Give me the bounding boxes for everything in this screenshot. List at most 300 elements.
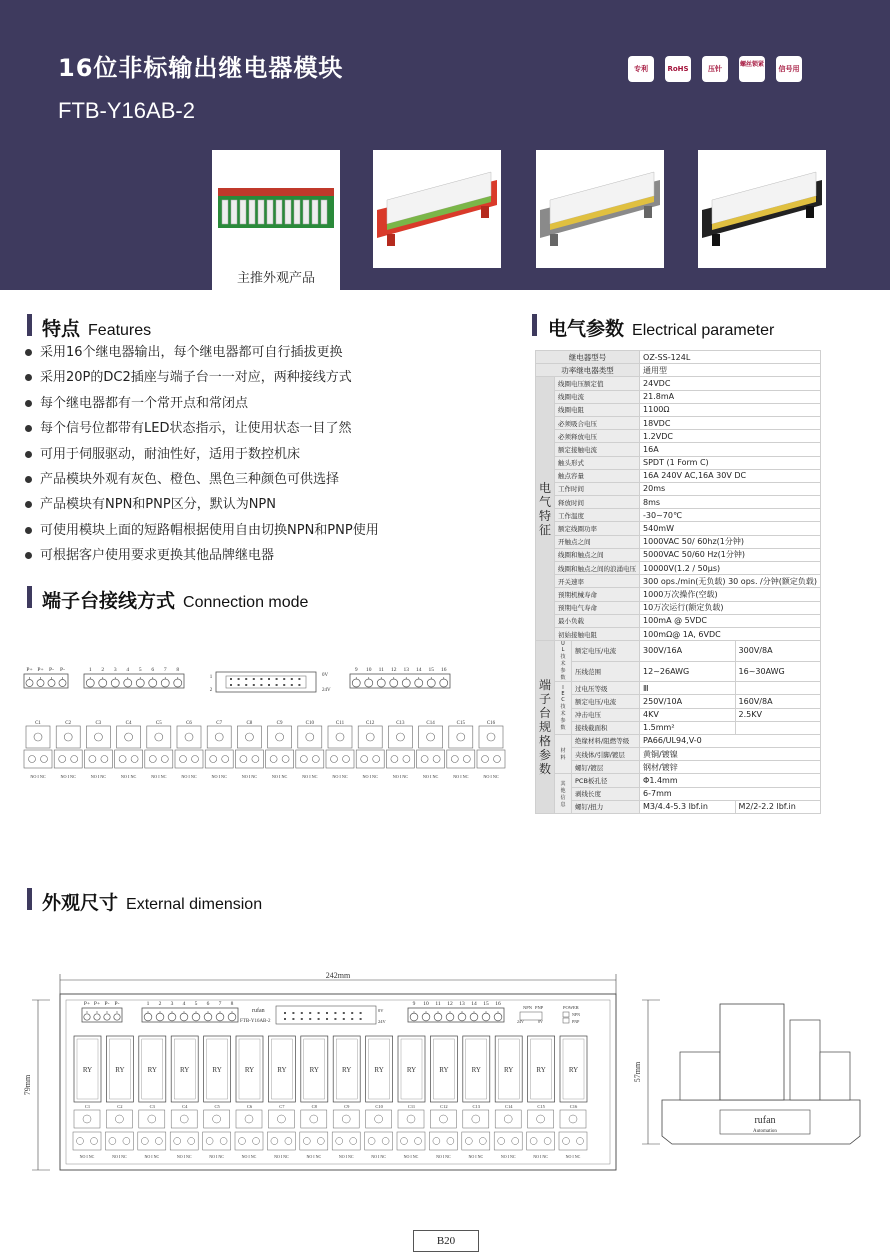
connection-diagram bbox=[20, 662, 510, 792]
height-label: 79mm bbox=[23, 1074, 32, 1096]
idc-pin bbox=[284, 1012, 286, 1014]
channel-block bbox=[171, 1110, 197, 1128]
table-cell: 螺钉/镀层 bbox=[572, 761, 640, 774]
product-photo-black bbox=[698, 150, 826, 268]
idc-label: 0V bbox=[322, 673, 329, 678]
table-row bbox=[536, 695, 821, 708]
pin-label: P- bbox=[114, 1001, 120, 1007]
table-cell: 线圈电阻 bbox=[555, 403, 640, 416]
table-cell: 接线截面积 bbox=[572, 721, 640, 734]
idc-pin bbox=[318, 1018, 320, 1020]
channel-block bbox=[365, 1132, 393, 1150]
channel-block bbox=[84, 750, 112, 768]
contact-label: NO I NC bbox=[565, 1154, 581, 1159]
channel-label: C8 bbox=[246, 721, 253, 726]
channel-block bbox=[73, 1132, 101, 1150]
table-cell: M2/2-2.2 lbf.in bbox=[735, 800, 820, 813]
pin-label: 3 bbox=[170, 1001, 174, 1007]
page-title: 16位非标输出继电器模块 bbox=[58, 54, 344, 82]
spec-table bbox=[535, 350, 821, 814]
idc-pin bbox=[343, 1012, 345, 1014]
connection-heading: 端子台接线方式 Connection mode bbox=[42, 590, 309, 612]
pin-label: 2 bbox=[101, 667, 105, 673]
idc-pin bbox=[291, 678, 293, 680]
table-row bbox=[536, 522, 821, 535]
idc-pin bbox=[334, 1018, 336, 1020]
table-cell: 额定电压/电流 bbox=[572, 695, 640, 708]
channel-block bbox=[139, 1110, 165, 1128]
jumper-label: 0V bbox=[538, 1019, 543, 1024]
table-row bbox=[536, 430, 821, 443]
list-item: 产品模块有NPN和PNP区分，默认为NPN bbox=[22, 492, 512, 517]
list-item: 采用20P的DC2插座与端子台一一对应，两种接线方式 bbox=[22, 365, 512, 390]
pin-label: 11 bbox=[435, 1001, 441, 1007]
table-cell: 功率继电器类型 bbox=[536, 364, 640, 377]
channel-label: C8 bbox=[311, 1104, 317, 1109]
channel-block bbox=[462, 1132, 490, 1150]
pin-label: 12 bbox=[447, 1001, 453, 1007]
pin-label: 6 bbox=[206, 1001, 210, 1007]
contact-label: NO I NC bbox=[209, 1154, 224, 1159]
product-photo-gray bbox=[536, 150, 664, 268]
depth-label: 57mm bbox=[633, 1061, 642, 1083]
idc-pin bbox=[343, 1018, 345, 1020]
table-row bbox=[536, 708, 821, 721]
pin-label: 10 bbox=[366, 667, 372, 673]
idc-pin bbox=[326, 1012, 328, 1014]
npn-label: NPN bbox=[523, 1005, 533, 1010]
idc-pin bbox=[238, 678, 240, 680]
side-terminal bbox=[680, 1052, 720, 1100]
width-label: 242mm bbox=[325, 971, 351, 980]
channel-block bbox=[560, 1110, 586, 1128]
table-cell bbox=[735, 682, 820, 695]
table-cell: OZ-SS-124L bbox=[640, 351, 821, 364]
channel-label: C9 bbox=[344, 1104, 350, 1109]
table-row bbox=[536, 535, 821, 548]
relay-label: RY bbox=[536, 1066, 546, 1074]
contact-label: NO I NC bbox=[436, 1154, 451, 1159]
section-marker bbox=[27, 586, 32, 608]
idc-pin bbox=[309, 1018, 311, 1020]
features-heading: 特点 Features bbox=[42, 318, 152, 340]
terminal-block bbox=[24, 674, 68, 688]
channel-block bbox=[170, 1132, 198, 1150]
table-cell: 线圈和触点之间 bbox=[555, 548, 640, 561]
section-marker bbox=[532, 314, 537, 336]
channel-block bbox=[105, 1132, 133, 1150]
table-cell: 绝缘材料/阻燃等级 bbox=[572, 734, 640, 747]
channel-block bbox=[494, 1132, 522, 1150]
table-cell: 8ms bbox=[640, 496, 821, 509]
idc-pin bbox=[298, 678, 300, 680]
list-item: 产品模块外观有灰色、橙色、黑色三种颜色可供选择 bbox=[22, 467, 512, 492]
table-cell: 18VDC bbox=[640, 416, 821, 429]
product-photo-orange bbox=[373, 150, 501, 268]
channel-label: C3 bbox=[149, 1104, 155, 1109]
table-cell: 工作时间 bbox=[555, 482, 640, 495]
table-cell: 释放时间 bbox=[555, 496, 640, 509]
channel-block bbox=[300, 1132, 328, 1150]
relay-label: RY bbox=[180, 1066, 190, 1074]
table-cell: 160V/8A bbox=[735, 695, 820, 708]
channel-block bbox=[204, 1110, 230, 1128]
table-row bbox=[536, 761, 821, 774]
idc-label: 0V bbox=[378, 1008, 384, 1013]
channel-block bbox=[138, 1132, 166, 1150]
pin-label: 4 bbox=[182, 1001, 186, 1007]
rohs-icon: RoHS bbox=[665, 56, 691, 82]
pin-label: 5 bbox=[138, 667, 142, 673]
channel-block bbox=[298, 726, 322, 748]
pin-label: 2 bbox=[158, 1001, 162, 1007]
table-cell bbox=[735, 721, 820, 734]
relay-label: RY bbox=[342, 1066, 352, 1074]
table-cell: 预期机械寿命 bbox=[555, 588, 640, 601]
table-row bbox=[536, 548, 821, 561]
header-banner bbox=[0, 0, 890, 290]
features-list bbox=[22, 340, 512, 569]
channel-label: C16 bbox=[486, 721, 496, 726]
channel-label: C13 bbox=[472, 1104, 481, 1109]
pin-label: P+ bbox=[37, 667, 44, 673]
channel-block bbox=[419, 726, 443, 748]
channel-block bbox=[397, 1132, 425, 1150]
table-cell: 1100Ω bbox=[640, 403, 821, 416]
pin-label: 16 bbox=[441, 667, 447, 673]
pin-label: 9 bbox=[354, 667, 358, 673]
contact-label: NO I NC bbox=[151, 774, 167, 779]
table-cell: 300V/8A bbox=[735, 641, 820, 662]
table-row bbox=[536, 482, 821, 495]
idc-pin bbox=[292, 1012, 294, 1014]
pin-label: P+ bbox=[26, 667, 33, 673]
contact-label: NO I NC bbox=[422, 774, 439, 779]
idc-pin bbox=[253, 684, 255, 686]
channel-block bbox=[203, 1132, 231, 1150]
table-cell: M3/4.4-5.3 lbf.in bbox=[640, 800, 736, 813]
table-row bbox=[536, 390, 821, 403]
channel-block bbox=[430, 1110, 456, 1128]
contact-label: NO I NC bbox=[60, 774, 76, 779]
table-cell: Φ1.4mm bbox=[640, 774, 821, 787]
table-row bbox=[536, 627, 821, 640]
contact-label: NO I NC bbox=[181, 774, 197, 779]
pin-label: 10 bbox=[423, 1001, 429, 1007]
relay-label: RY bbox=[439, 1066, 449, 1074]
channel-label: C1 bbox=[84, 1104, 91, 1109]
patent-icon: 专利 bbox=[628, 56, 654, 82]
table-cell: 额定电压/电流 bbox=[572, 641, 640, 662]
channel-block bbox=[207, 726, 231, 748]
list-item: 采用16个继电器输出，每个继电器都可自行插拔更换 bbox=[22, 340, 512, 365]
table-cell: 螺钉/扭力 bbox=[572, 800, 640, 813]
idc-pin bbox=[230, 678, 232, 680]
list-item: 每个信号位都带有LED状态指示，让使用状态一目了然 bbox=[22, 416, 512, 441]
channel-block bbox=[86, 726, 110, 748]
idc-pin bbox=[318, 1012, 320, 1014]
table-row bbox=[536, 403, 821, 416]
channel-label: C1 bbox=[35, 721, 41, 726]
table-cell: 1000VAC 50/ 60hz(1分钟) bbox=[640, 535, 821, 548]
table-cell: 1.2VDC bbox=[640, 430, 821, 443]
channel-label: C6 bbox=[186, 721, 192, 726]
table-cell: 钢材/镀锌 bbox=[640, 761, 821, 774]
table-cell: 20ms bbox=[640, 482, 821, 495]
table-cell: 16A bbox=[640, 443, 821, 456]
table-cell: 过电压等级 bbox=[572, 682, 640, 695]
pin-label: 13 bbox=[459, 1001, 465, 1007]
channel-label: C7 bbox=[216, 721, 223, 726]
table-row bbox=[536, 734, 821, 747]
channel-block bbox=[235, 1132, 263, 1150]
table-cell: 300 ops./min(无负载) 30 ops. /分钟(额定负载) bbox=[640, 575, 821, 588]
channel-label: C14 bbox=[426, 721, 435, 726]
idc-label: 1 bbox=[209, 675, 213, 680]
signal-icon: 信号用 bbox=[776, 56, 802, 82]
idc-pin bbox=[301, 1012, 303, 1014]
table-row bbox=[536, 588, 821, 601]
contact-label: NO I NC bbox=[392, 774, 409, 779]
idc-pin bbox=[291, 684, 293, 686]
table-cell: 12~26AWG bbox=[640, 661, 736, 682]
table-cell: 电 气 特 征 bbox=[536, 377, 555, 641]
table-cell: 额定线圈功率 bbox=[555, 522, 640, 535]
table-cell: 100mA @ 5VDC bbox=[640, 614, 821, 627]
channel-block bbox=[267, 1132, 295, 1150]
table-cell: 开关速率 bbox=[555, 575, 640, 588]
pin-label: 14 bbox=[471, 1001, 477, 1007]
contact-label: NO I NC bbox=[241, 1154, 257, 1159]
channel-label: C6 bbox=[246, 1104, 253, 1109]
idc-pin bbox=[238, 684, 240, 686]
table-cell: 16~30AWG bbox=[735, 661, 820, 682]
idc-pin bbox=[283, 678, 285, 680]
channel-label: C14 bbox=[504, 1104, 513, 1109]
table-row bbox=[536, 575, 821, 588]
channel-label: C5 bbox=[155, 721, 162, 726]
table-cell: 夹线体/引脚/镀层 bbox=[572, 748, 640, 761]
list-item: 可用于伺服驱动，耐油性好，适用于数控机床 bbox=[22, 442, 512, 467]
table-row bbox=[536, 377, 821, 390]
idc-pin bbox=[276, 684, 278, 686]
table-cell: PCB板孔径 bbox=[572, 774, 640, 787]
table-row bbox=[536, 748, 821, 761]
contact-label: NO I NC bbox=[371, 1154, 386, 1159]
channel-block bbox=[528, 1110, 554, 1128]
relay-label: RY bbox=[374, 1066, 384, 1074]
pnp-label: PNP bbox=[535, 1005, 544, 1010]
contact-label: NO I NC bbox=[241, 774, 258, 779]
table-cell: 100mΩ@ 1A, 6VDC bbox=[640, 627, 821, 640]
table-cell: 线圈电压额定值 bbox=[555, 377, 640, 390]
table-cell: 预期电气寿命 bbox=[555, 601, 640, 614]
table-cell: 开触点之间 bbox=[555, 535, 640, 548]
table-cell: 4KV bbox=[640, 708, 736, 721]
channel-block bbox=[205, 750, 233, 768]
channel-block bbox=[366, 1110, 392, 1128]
pin-label: 3 bbox=[113, 667, 117, 673]
list-item: 可使用模块上面的短路帽根据使用自由切换NPN和PNP使用 bbox=[22, 518, 512, 543]
contact-label: NO I NC bbox=[112, 1154, 127, 1159]
table-cell: 通用型 bbox=[640, 364, 821, 377]
idc-pin bbox=[326, 1018, 328, 1020]
channel-block bbox=[388, 726, 412, 748]
contact-label: NO I NC bbox=[468, 1154, 484, 1159]
pin-label: 14 bbox=[416, 667, 422, 673]
pin-label: P+ bbox=[83, 1001, 91, 1007]
table-cell: 黄铜/镀镍 bbox=[640, 748, 821, 761]
table-cell: 250V/10A bbox=[640, 695, 736, 708]
pin-label: 15 bbox=[428, 667, 434, 673]
channel-block bbox=[429, 1132, 457, 1150]
model-number: FTB-Y16AB-2 bbox=[58, 98, 195, 123]
channel-label: C5 bbox=[214, 1104, 220, 1109]
table-row bbox=[536, 601, 821, 614]
channel-block bbox=[301, 1110, 327, 1128]
channel-block bbox=[268, 726, 292, 748]
table-cell: 继电器型号 bbox=[536, 351, 640, 364]
power-label: POWER bbox=[563, 1005, 579, 1010]
table-cell: U L 技 术 参 数 bbox=[555, 641, 572, 682]
idc-pin bbox=[292, 1018, 294, 1020]
table-cell: 端 子 台 规 格 参 数 bbox=[536, 641, 555, 814]
channel-block bbox=[449, 726, 473, 748]
contact-label: NO I NC bbox=[30, 774, 46, 779]
pin-label: 7 bbox=[218, 1001, 222, 1007]
channel-label: C16 bbox=[569, 1104, 578, 1109]
relay-label: RY bbox=[115, 1066, 125, 1074]
idc-pin bbox=[360, 1012, 362, 1014]
channel-block bbox=[117, 726, 141, 748]
channel-block bbox=[398, 1110, 424, 1128]
idc-label: 24V bbox=[322, 688, 331, 693]
idc-pin bbox=[276, 678, 278, 680]
table-cell: 6-7mm bbox=[640, 787, 821, 800]
table-row bbox=[536, 469, 821, 482]
relay-label: RY bbox=[147, 1066, 157, 1074]
pin-label: 4 bbox=[126, 667, 130, 673]
table-cell: PA66/UL94,V-0 bbox=[640, 734, 821, 747]
table-cell: 1.5mm² bbox=[640, 721, 736, 734]
idc-pin bbox=[268, 684, 270, 686]
channel-block bbox=[479, 726, 503, 748]
idc-label: 24V bbox=[378, 1019, 386, 1024]
table-cell: 触点容量 bbox=[555, 469, 640, 482]
table-cell: 必须吸合电压 bbox=[555, 416, 640, 429]
dimension-heading: 外观尺寸 External dimension bbox=[42, 892, 263, 914]
channel-label: C15 bbox=[456, 721, 465, 726]
table-row bbox=[536, 614, 821, 627]
relay-label: RY bbox=[309, 1066, 319, 1074]
brand-sub: Automation bbox=[753, 1129, 777, 1134]
idc-pin bbox=[260, 678, 262, 680]
channel-block bbox=[106, 1110, 132, 1128]
channel-label: C11 bbox=[335, 721, 345, 726]
table-cell: 冲击电压 bbox=[572, 708, 640, 721]
table-cell: 剥线长度 bbox=[572, 787, 640, 800]
table-cell: SPDT (1 Form C) bbox=[640, 456, 821, 469]
brand-label: rufan bbox=[252, 1008, 265, 1014]
table-cell: 24VDC bbox=[640, 377, 821, 390]
pin-label: 1 bbox=[146, 1001, 150, 1007]
section-marker bbox=[27, 314, 32, 336]
table-row bbox=[536, 443, 821, 456]
channel-block bbox=[495, 1110, 521, 1128]
table-cell: 10万次运行(额定负载) bbox=[640, 601, 821, 614]
brand-logo: rufan bbox=[754, 1115, 776, 1126]
pin-label: 8 bbox=[230, 1001, 234, 1007]
table-row bbox=[536, 661, 821, 682]
idc-pin bbox=[245, 684, 247, 686]
contact-label: NO I NC bbox=[90, 774, 107, 779]
idc-label: 2 bbox=[209, 688, 213, 693]
channel-label: C10 bbox=[375, 1104, 383, 1109]
channel-label: C12 bbox=[366, 721, 375, 726]
relay-label: RY bbox=[212, 1066, 222, 1074]
channel-block bbox=[74, 1110, 100, 1128]
channel-block bbox=[268, 1110, 294, 1128]
table-cell: 压线范围 bbox=[572, 661, 640, 682]
channel-block bbox=[26, 726, 50, 748]
idc-pin bbox=[334, 1012, 336, 1014]
idc-pin bbox=[268, 678, 270, 680]
channel-block bbox=[56, 726, 80, 748]
channel-label: C10 bbox=[305, 721, 314, 726]
pin-label: 13 bbox=[403, 667, 409, 673]
contact-label: NO I NC bbox=[274, 1154, 289, 1159]
contact-label: NO I NC bbox=[144, 1154, 160, 1159]
table-cell: 21.8mA bbox=[640, 390, 821, 403]
pnp-label: PNP bbox=[572, 1019, 580, 1024]
channel-block bbox=[177, 726, 201, 748]
table-cell: 工作温度 bbox=[555, 509, 640, 522]
idc-pin bbox=[230, 684, 232, 686]
model-label: FTB-Y16AB-2 bbox=[240, 1019, 271, 1024]
channel-block bbox=[237, 726, 261, 748]
table-cell: 1000万次操作(空载) bbox=[640, 588, 821, 601]
channel-block bbox=[332, 1132, 360, 1150]
table-row bbox=[536, 562, 821, 575]
pin-label: P- bbox=[60, 667, 65, 673]
contact-label: NO I NC bbox=[403, 1154, 419, 1159]
contact-label: NO I NC bbox=[338, 1154, 354, 1159]
contact-label: NO I NC bbox=[306, 1154, 322, 1159]
idc-pin bbox=[351, 1012, 353, 1014]
channel-block bbox=[236, 1110, 262, 1128]
page-number: B20 bbox=[413, 1230, 479, 1252]
idc-pin bbox=[351, 1018, 353, 1020]
contact-label: NO I NC bbox=[500, 1154, 516, 1159]
contact-label: NO I NC bbox=[302, 774, 318, 779]
idc-connector bbox=[216, 672, 316, 692]
table-row bbox=[536, 787, 821, 800]
channel-block bbox=[175, 750, 203, 768]
table-cell: -30~70℃ bbox=[640, 509, 821, 522]
idc-pin bbox=[298, 684, 300, 686]
pin-label: 8 bbox=[176, 667, 180, 673]
contact-label: NO I NC bbox=[176, 1154, 192, 1159]
channel-block bbox=[145, 750, 173, 768]
table-row bbox=[536, 641, 821, 662]
contact-label: NO I NC bbox=[332, 774, 348, 779]
npn-label: NPN bbox=[572, 1012, 581, 1017]
relay-label: RY bbox=[568, 1066, 579, 1074]
channel-block bbox=[358, 726, 382, 748]
table-cell: Ⅲ bbox=[640, 682, 736, 695]
pin-label: 9 bbox=[412, 1001, 416, 1007]
idc-pin bbox=[284, 1018, 286, 1020]
